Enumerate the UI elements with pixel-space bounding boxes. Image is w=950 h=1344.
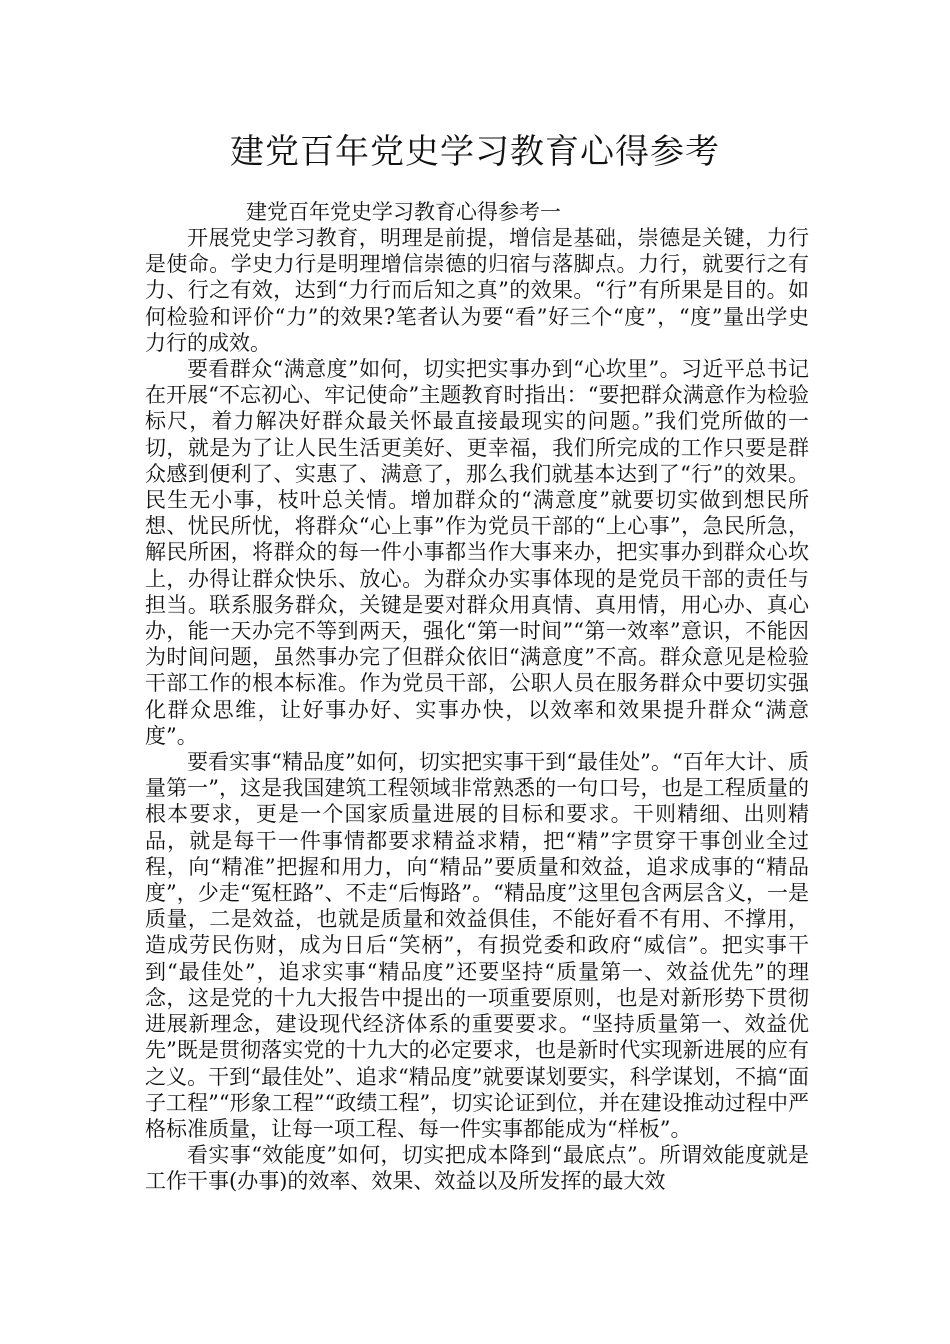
- section-title: 建党百年党史学习教育心得参考一: [246, 200, 561, 224]
- document-body: [145, 225, 809, 1195]
- paragraph-2: 要看群众“满意度”如何，切实把实事办到“心坎里”。习近平总书记在开展“不忘初心、牢记使命”主题教育时指出：“要把群众满意作为检验标尺，着力解决好群众最关怀最直接最现实的问题。”我们党所做的一切，就是为了让人民生活更美好、更幸福，我们所完成的工作只要是群众感到便利了、实惠了、满意了，那么我们就基本达到了“行”的效果。民生无小事，枝叶总关情。增加群众的“满意度”就要切实做到想民所想、忧民所忧，将群众“心上事”作为党员干部的“上心事”，急民所急，解民所困，将群众的每一件小事都当作大事来办，把实事办到群众心坎上，办得让群众快乐、放心。为群众办实事体现的是党员干部的责任与担当。联系服务群众，关键是要对群众用真情、真用情，用心办、真心办，能一天办完不等到两天，强化“第一时间”“第一效率”意识，不能因为时间问题，虽然事办完了但群众依旧“满意度”不高。群众意见是检验干部工作的根本标准。作为党员干部，公职人员在服务群众中要切实强化群众思维，让好事办好、实事办快，以效率和效果提升群众“满意度”。: [145, 357, 809, 748]
- paragraph-3: 要看实事“精品度”如何，切实把实事干到“最佳处”。“百年大计、质量第一”，这是我国建筑工程领域非常熟悉的一句口号，也是工程质量的根本要求，更是一个国家质量进展的目标和要求。干则精细、出则精品，就是每干一件事情都要求精益求精，把“精”字贯穿干事创业全过程，向“精准”把握和用力，向“精品”要质量和效益，追求成事的“精品度”，少走“冤枉路”、不走“后悔路”。“精品度”这里包含两层含义，一是质量，二是效益，也就是质量和效益俱佳，不能好看不有用、不撑用，造成劳民伤财，成为日后“笑柄”，有损党委和政府“威信”。把实事干到“最佳处”，追求实事“精品度”还要坚持“质量第一、效益优先”的理念，这是党的十九大报告中提出的一项重要原则，也是对新形势下贯彻进展新理念，建设现代经济体系的重要要求。“坚持质量第一、效益优先”既是贯彻落实党的十九大的必定要求，也是新时代实现新进展的应有之义。干到“最佳处”、追求“精品度”就要谋划要实，科学谋划，不搞“面子工程”“形象工程”“政绩工程”，切实论证到位，并在建设推动过程中严格标准质量，让每一项工程、每一件实事都能成为“样板”。: [145, 750, 809, 1141]
- document-title: 建党百年党史学习教育心得参考: [230, 132, 720, 172]
- paragraph-1: 开展党史学习教育，明理是前提，增信是基础，崇德是关键，力行是使命。学史力行是明理增信崇德的归宿与落脚点。力行，就要行之有力、行之有效，达到“力行而后知之真”的效果。“行”有所果是目的。如何检验和评价“力”的效果?笔者认为要“看”好三个“度”，“度”量出学史力行的成效。: [145, 226, 809, 355]
- paragraph-4: 看实事“效能度”如何，切实把成本降到“最底点”。所谓效能度就是工作干事(办事)的效率、效果、效益以及所发挥的最大效: [145, 1143, 809, 1194]
